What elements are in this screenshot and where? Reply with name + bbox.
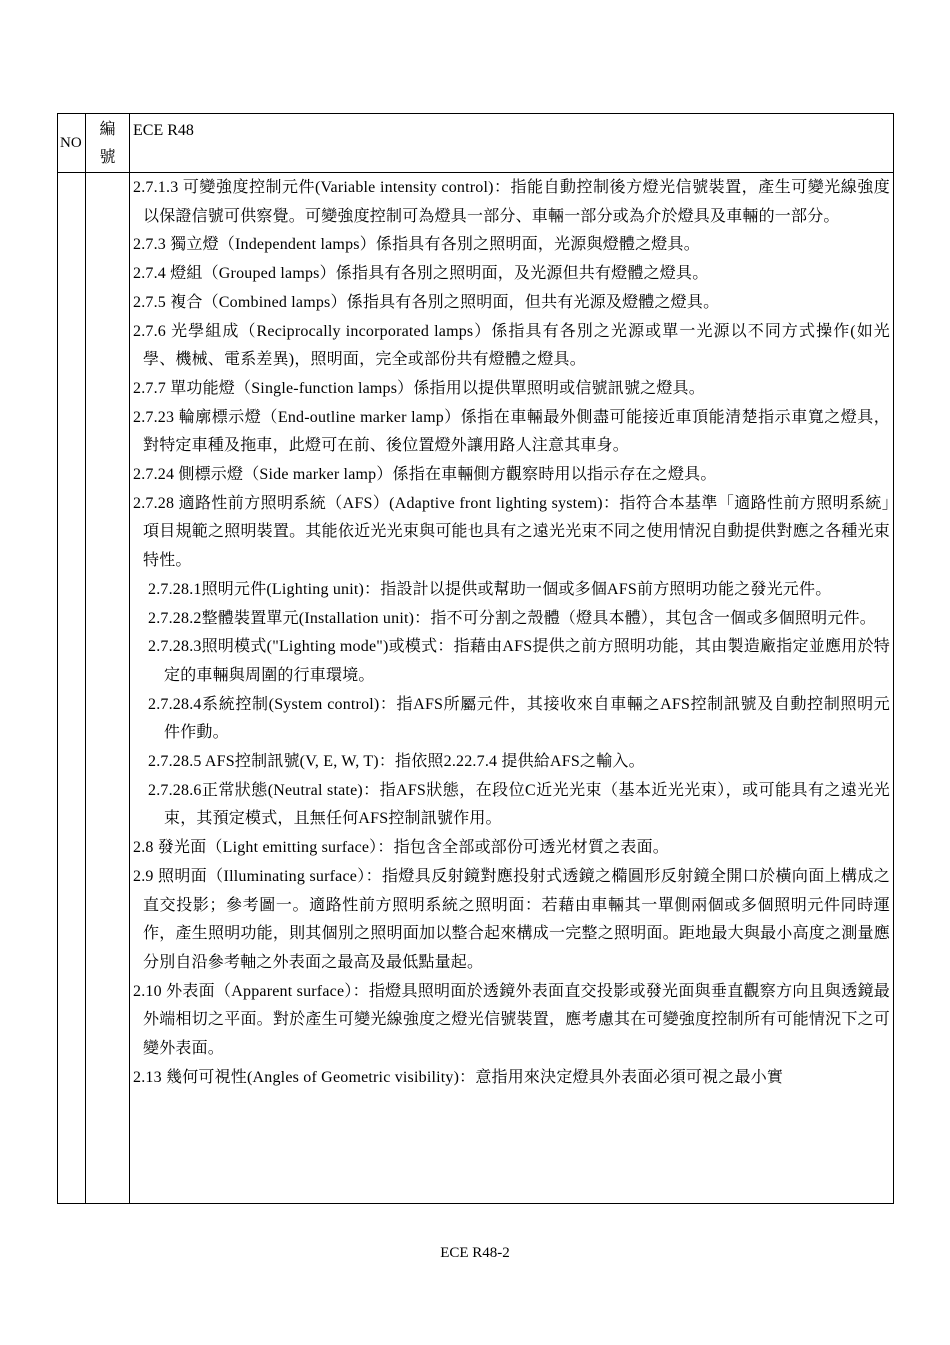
header-no: NO xyxy=(58,114,86,173)
table-header-row xyxy=(58,114,894,173)
table-body-row xyxy=(58,173,894,1204)
clause-2-7-7: 2.7.7 單功能燈（Single-function lamps）係指用以提供單照明或信號訊號之燈具。 xyxy=(133,379,705,397)
clause-2-7-28-3: 2.7.28.3照明模式("Lighting mode")或模式：指藉由AFS提供之前方照明功能，其由製造廠指定並應用於特定的車輛與周圍的行車環境。 xyxy=(148,638,890,684)
clause-2-10: 2.10 外表面（Apparent surface）：指燈具照明面於透鏡外表面直交投影或發光面與垂直觀察方向且與透鏡最外端相切之平面。對於產生可變光線強度之燈光信號裝置，應考慮其在可變強度控制所有可能情況下之可變外表面。 xyxy=(133,982,890,1058)
clause-2-13: 2.13 幾何可視性(Angles of Geometric visibility)：意指用來決定燈具外表面必須可視之最小實 xyxy=(133,1068,784,1086)
clause-2-7-28: 2.7.28 適路性前方照明系統（AFS）(Adaptive front lighting system)：指符合本基準「適路性前方照明系統」項目規範之照明裝置。其能依近光光束與可能也具有之遠光光束不同之使用情況自動提供對應之各種光束特性。 xyxy=(133,494,890,570)
header-code xyxy=(86,114,130,173)
clause-2-7-4: 2.7.4 燈組（Grouped lamps）係指具有各別之照明面，及光源但共有燈體之燈具。 xyxy=(133,265,709,283)
header-code-line-2: 號 xyxy=(99,149,116,166)
clause-2-7-28-4: 2.7.28.4系統控制(System control)：指AFS所屬元件，其接收來自車輛之AFS控制訊號及自動控制照明元件作動。 xyxy=(148,695,890,742)
no-cell xyxy=(58,173,86,1204)
clause-2-7-5: 2.7.5 複合（Combined lamps）係指具有各別之照明面，但共有光源及燈體之燈具。 xyxy=(133,293,720,311)
content-cell xyxy=(130,173,894,1204)
clause-2-7-24: 2.7.24 側標示燈（Side marker lamp）係指在車輛側方觀察時用以指示存在之燈具。 xyxy=(133,466,717,484)
content-body xyxy=(130,173,893,1093)
code-cell xyxy=(86,173,130,1204)
header-code-line-1: 編 xyxy=(99,121,116,138)
clause-2-7-28-6: 2.7.28.6正常狀態(Neutral state)：指AFS狀態，在段位C近光光束（基本近光光束），或可能具有之遠光光束，其預定模式，且無任何AFS控制訊號作用。 xyxy=(148,781,890,828)
header-title: ECE R48 xyxy=(130,114,894,173)
clause-2-7-23: 2.7.23 輪廓標示燈（End-outline marker lamp）係指在車輛最外側盡可能接近車頂能清楚指示車寬之燈具，對特定車種及拖車，此燈可在前、後位置燈外讓用路人注意其車身。 xyxy=(133,408,890,455)
clause-2-7-6: 2.7.6 光學組成（Reciprocally incorporated lamps）係指具有各別之光源或單一光源以不同方式操作(如光學、機械、電系差異)，照明面，完全或部份共有燈體之燈具。 xyxy=(133,322,890,369)
regulation-table xyxy=(57,113,894,1204)
page-footer: ECE R48-2 xyxy=(440,1245,510,1261)
clause-2-7-28-1: 2.7.28.1照明元件(Lighting unit)：指設計以提供或幫助一個或多個AFS前方照明功能之發光元件。 xyxy=(148,580,832,598)
clause-2-7-28-2: 2.7.28.2整體裝置單元(Installation unit)：指不可分割之殼體（燈具本體），其包含一個或多個照明元件。 xyxy=(148,609,876,627)
clause-2-7-3: 2.7.3 獨立燈（Independent lamps）係指具有各別之照明面，光源與燈體之燈具。 xyxy=(133,236,700,254)
clause-2-8: 2.8 發光面（Light emitting surface）：指包含全部或部份可透光材質之表面。 xyxy=(133,839,669,857)
clause-2-7-28-5: 2.7.28.5 AFS控制訊號(V, E, W, T)：指依照2.22.7.4 提供給AFS之輸入。 xyxy=(148,753,645,771)
clause-2-9: 2.9 照明面（Illuminating surface）：指燈具反射鏡對應投射式透鏡之橢圓形反射鏡全開口於橫向面上構成之直交投影；參考圖一。適路性前方照明系統之照明面：若藉由車輛其一單側兩個或多個照明元件同時運作，產生照明功能，則其個別之照明面加以整合起來構成一完整之照明面。距地最大與最小高度之測量應分別自沿參考軸之外表面之最高及最低點量起。 xyxy=(133,867,890,971)
clause-2-7-1-3: 2.7.1.3 可變強度控制元件(Variable intensity control)：指能自動控制後方燈光信號裝置，產生可變光線強度以保證信號可供察覺。可變強度控制可為燈具一部分、車輛一部分或為介於燈具及車輛的一部分。 xyxy=(133,179,890,225)
